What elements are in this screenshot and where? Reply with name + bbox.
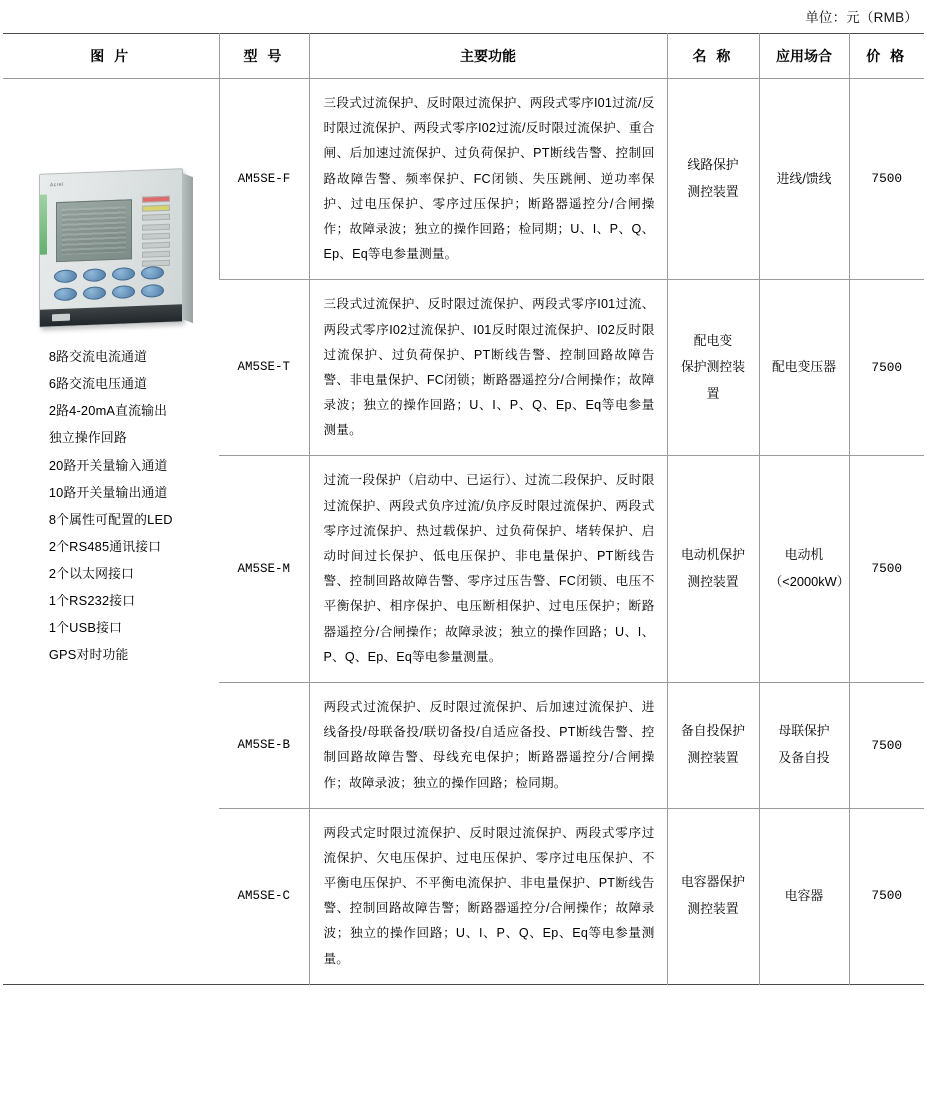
col-header-model: 型 号 — [219, 34, 309, 79]
list-item: 20路开关量输入通道 — [48, 457, 168, 473]
cell-name — [667, 808, 759, 984]
cell-functions: 两段式定时限过流保护、反时限过流保护、两段式零序过流保护、欠电压保护、过电压保护、零序过电压保护、不平衡电压保护、不平衡电流保护、非电量保护、PT断线告警、控制回路故障告警；断路器遥控分/合闸操作；故障录波；独立的操作回路；U、I、P、Q、Ep、Eq等电参量测量。 — [309, 808, 667, 984]
list-item: 6路交流电压通道 — [48, 376, 148, 392]
cell-name-line2: 测控装置 — [687, 574, 739, 590]
cell-scene-line1: 电动机 — [784, 547, 824, 563]
cell-scene-line2: （<2000kW） — [769, 574, 850, 590]
list-item: GPS对时功能 — [48, 647, 129, 663]
cell-name — [667, 280, 759, 456]
list-item: 8个属性可配置的LED — [48, 511, 173, 527]
cell-price: 7500 — [849, 280, 924, 456]
device-illustration — [36, 171, 186, 325]
feature-list — [49, 343, 173, 669]
cell-name-line2: 保护测控装置 — [681, 359, 745, 402]
cell-scene-line1: 进线/馈线 — [776, 170, 832, 186]
cell-price: 7500 — [849, 79, 924, 280]
cell-functions: 两段式过流保护、反时限过流保护、后加速过流保护、进线备投/母联备投/联切备投/自适应备投、PT断线告警、控制回路故障告警、母线充电保护；断路器遥控分/合闸操作；故障录波；独立的操作回路；检同期。 — [309, 682, 667, 808]
unit-note: 单位：元（RMB） — [805, 10, 918, 25]
cell-name-line1: 备自投保护 — [681, 723, 745, 739]
device-keypad — [54, 266, 164, 301]
col-header-scene: 应用场合 — [759, 34, 849, 79]
list-item: 10路开关量输出通道 — [48, 484, 168, 500]
cell-scene-line1: 母联保护 — [778, 723, 830, 739]
cell-scene — [759, 456, 849, 683]
cell-name — [667, 456, 759, 683]
col-header-price: 价 格 — [849, 34, 924, 79]
device-bottom-panel — [40, 304, 182, 326]
cell-model: AM5SE-C — [219, 808, 309, 984]
device-green-strip — [40, 194, 47, 254]
product-image-cell — [3, 79, 219, 985]
cell-name-line2: 测控装置 — [687, 184, 739, 200]
cell-functions: 三段式过流保护、反时限过流保护、两段式零序I01过流/反时限过流保护、两段式零序I02过流/反时限过流保护、重合闸、后加速过流保护、过负荷保护、PT断线告警、控制回路故障告警、频率保护、FC闭锁、失压跳闸、逆功率保护、过电压保护、零序过压保护；断路器遥控分/合闸操作；故障录波；独立的操作回路；检同期；U、I、P、Q、Ep、Eq等电参量测量。 — [309, 79, 667, 280]
cell-price: 7500 — [849, 682, 924, 808]
cell-scene-line1: 电容器 — [784, 887, 824, 903]
cell-name-line1: 线路保护 — [687, 157, 739, 173]
cell-scene-line1: 配电变压器 — [772, 359, 836, 375]
list-item: 2个以太网接口 — [48, 566, 135, 581]
cell-model: AM5SE-B — [219, 682, 309, 808]
cell-name — [667, 682, 759, 808]
col-header-image: 图 片 — [3, 34, 219, 79]
table-header-row — [3, 34, 924, 79]
cell-name-line1: 电容器保护 — [681, 874, 745, 890]
cell-model: AM5SE-M — [219, 456, 309, 683]
cell-scene — [759, 280, 849, 456]
cell-name-line2: 测控装置 — [687, 750, 739, 766]
list-item: 独立操作回路 — [48, 430, 127, 446]
device-side-face — [182, 173, 193, 323]
list-item: 2个RS485通讯接口 — [48, 538, 162, 554]
cell-name-line1: 电动机保护 — [681, 547, 745, 563]
device-lcd-screen — [56, 199, 132, 262]
cell-scene — [759, 808, 849, 984]
cell-functions: 三段式过流保护、反时限过流保护、两段式零序I01过流、两段式零序I02过流保护、I01反时限过流保护、I02反时限过流保护、过负荷保护、PT断线告警、控制回路故障告警、非电量保护、FC闭锁；断路器遥控分/合闸操作；故障录波；独立的操作回路；U、I、P、Q、Ep、Eq等电参量测量。 — [309, 280, 667, 456]
cell-price: 7500 — [849, 808, 924, 984]
cell-name-line1: 配电变 — [693, 332, 733, 348]
list-item: 2路4-20mA直流输出 — [48, 403, 168, 419]
protection-device-image — [39, 168, 183, 328]
cell-functions: 过流一段保护（启动中、已运行）、过流二段保护、反时限过流保护、两段式负序过流/负序反时限过流保护、两段式零序过流保护、热过载保护、过负荷保护、堵转保护、启动时间过长保护、低电压保护、非电量保护、PT断线告警、控制回路故障告警、零序过压告警、FC闭锁、电压不平衡保护、相序保护、电压断相保护、过电压保护；断路器遥控分/合闸操作；故障录波；独立的操作回路；U、I、P、Q、Ep、Eq等电参量测量。 — [309, 456, 667, 683]
col-header-functions: 主要功能 — [309, 34, 667, 79]
cell-model: AM5SE-T — [219, 280, 309, 456]
cell-name-line2: 测控装置 — [687, 901, 739, 917]
table-row — [3, 79, 924, 280]
product-spec-table — [3, 33, 924, 985]
cell-model: AM5SE-F — [219, 79, 309, 280]
cell-scene — [759, 682, 849, 808]
list-item: 1个RS232接口 — [48, 593, 136, 609]
cell-scene — [759, 79, 849, 280]
device-led-column — [142, 196, 170, 271]
list-item: 1个USB接口 — [48, 620, 123, 636]
cell-scene-line2: 及备自投 — [778, 750, 830, 766]
list-item: 8路交流电流通道 — [48, 349, 148, 364]
cell-name — [667, 79, 759, 280]
col-header-name: 名 称 — [667, 34, 759, 79]
device-brand-label: Acrel — [49, 181, 64, 189]
cell-price: 7500 — [849, 456, 924, 683]
